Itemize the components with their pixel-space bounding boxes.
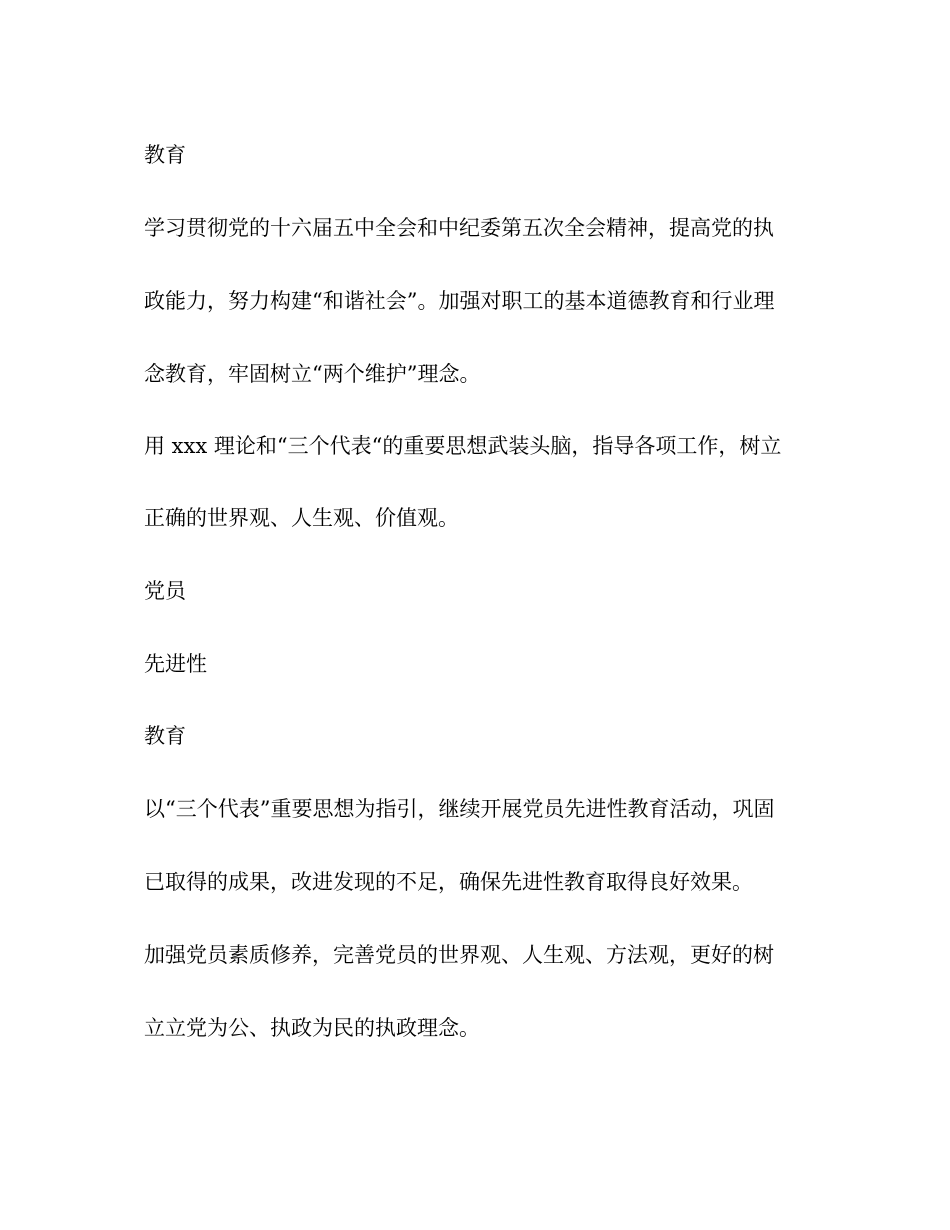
paragraph-line: 正确的世界观、人生观、价值观。 <box>144 506 459 530</box>
paragraph-line: 立立党为公、执政为民的执政理念。 <box>144 1016 480 1040</box>
paragraph-line: 学习贯彻党的十六届五中全会和中纪委第五次全会精神，提高党的执 <box>144 216 774 240</box>
heading-education: 教育 <box>144 143 186 167</box>
heading-education: 教育 <box>144 724 186 748</box>
heading-party-member: 党员 <box>144 579 186 603</box>
paragraph-line: 用 xxx 理论和“三个代表“的重要思想武装头脑，指导各项工作，树立 <box>144 434 782 458</box>
paragraph-line: 政能力，努力构建“和谐社会”。加强对职工的基本道德教育和行业理 <box>144 289 775 313</box>
heading-advanced-nature: 先进性 <box>144 652 207 676</box>
paragraph-line: 加强党员素质修养，完善党员的世界观、人生观、方法观，更好的树 <box>144 943 774 967</box>
paragraph-line: 已取得的成果，改进发现的不足，确保先进性教育取得良好效果。 <box>144 870 753 894</box>
paragraph-line: 念教育，牢固树立“两个维护”理念。 <box>144 362 481 386</box>
paragraph-line: 以“三个代表”重要思想为指引，继续开展党员先进性教育活动，巩固 <box>144 797 775 821</box>
